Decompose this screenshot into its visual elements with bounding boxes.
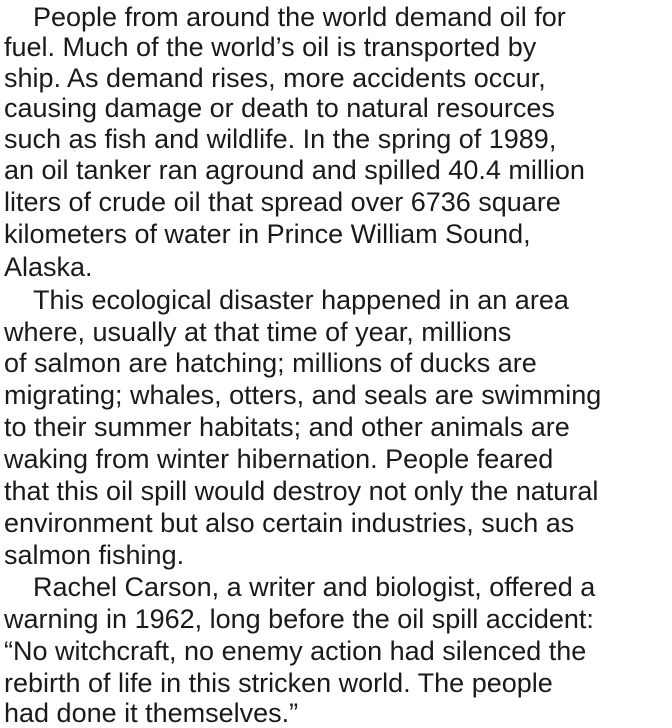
text-line: People from around the world demand oil for — [33, 2, 566, 32]
text-line: Alaska. — [4, 252, 93, 282]
text-line: an oil tanker ran aground and spilled 40.4 million — [4, 155, 585, 185]
text-line: waking from winter hibernation. People feared — [4, 444, 554, 474]
text-line: had done it themselves.” — [4, 698, 299, 728]
text-line: rebirth of life in this stricken world. The people — [4, 668, 553, 698]
text-line: where, usually at that time of year, millions — [4, 317, 512, 347]
text-line: migrating; whales, otters, and seals are swimming — [4, 380, 602, 410]
text-line: causing damage or death to natural resources — [4, 93, 555, 123]
text-line: such as fish and wildlife. In the spring of 1989, — [4, 124, 557, 154]
text-line: “No witchcraft, no enemy action had silenced the — [4, 636, 587, 666]
text-line: of salmon are hatching; millions of ducks are — [4, 348, 537, 378]
text-line: salmon fishing. — [4, 540, 185, 570]
text-line: environment but also certain industries, such as — [4, 508, 575, 538]
text-line: This ecological disaster happened in an area — [33, 285, 569, 315]
text-line: fuel. Much of the world’s oil is transported by — [4, 32, 537, 62]
text-line: to their summer habitats; and other animals are — [4, 412, 570, 442]
text-line: ship. As demand rises, more accidents occur, — [4, 63, 546, 93]
text-line: kilometers of water in Prince William Sound, — [4, 219, 531, 249]
text-line: Rachel Carson, a writer and biologist, offered a — [33, 572, 596, 602]
text-line: liters of crude oil that spread over 6736 square — [4, 187, 561, 217]
text-line: warning in 1962, long before the oil spill accident: — [4, 604, 594, 634]
text-line: that this oil spill would destroy not only the natural — [4, 476, 599, 506]
